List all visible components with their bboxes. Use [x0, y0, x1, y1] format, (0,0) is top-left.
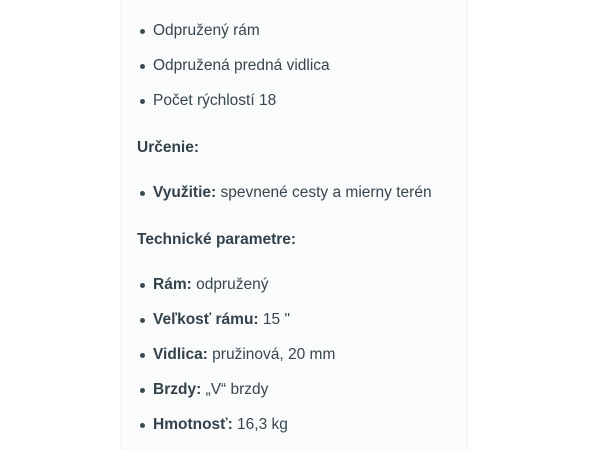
list-item: Odpružená predná vidlica	[137, 56, 330, 76]
item-label: Využitie:	[153, 184, 217, 201]
item-value: 16,3 kg	[232, 416, 288, 433]
item-label: Brzdy:	[153, 381, 202, 398]
list-item	[137, 345, 335, 365]
item-value: pružinová, 20 mm	[207, 346, 336, 363]
list-item: Odpružený rám	[137, 21, 330, 41]
list-item	[137, 380, 335, 400]
item-label: Hmotnosť:	[153, 416, 233, 433]
item-label: Vidlica:	[153, 346, 208, 363]
item-label: Rám:	[153, 276, 192, 293]
item-value: „V“ brzdy	[201, 381, 269, 398]
usage-list	[137, 183, 432, 203]
list-item	[137, 415, 335, 435]
item-value: odpružený	[191, 276, 269, 293]
item-value: 15 "	[258, 311, 290, 328]
list-item	[137, 275, 335, 295]
item-label: Veľkosť rámu:	[153, 311, 259, 328]
list-item: Počet rýchlostí 18	[137, 91, 330, 111]
technical-parameters-list	[137, 275, 335, 450]
technical-heading: Technické parametre:	[137, 231, 297, 248]
usage-heading: Určenie:	[137, 139, 200, 156]
item-value: spevnené cesty a mierny terén	[216, 184, 432, 201]
list-item	[137, 310, 335, 330]
feature-list	[137, 21, 330, 126]
list-item	[137, 183, 432, 203]
